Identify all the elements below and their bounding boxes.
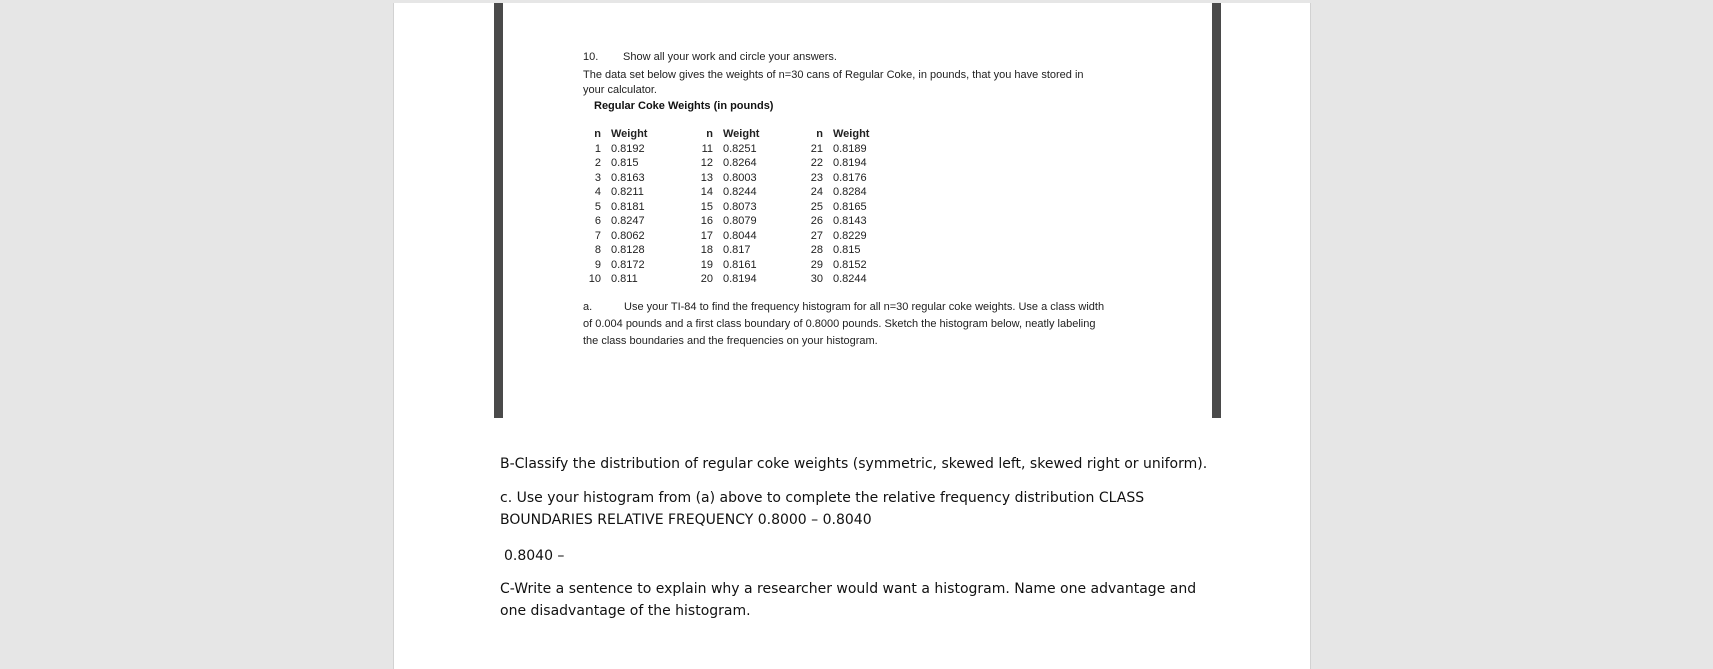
row-n: 3 [594,171,601,184]
row-weight: 0.8176 [833,171,867,184]
row-weight: 0.8251 [723,142,757,155]
table-title: Regular Coke Weights (in pounds) [594,100,774,112]
row-n: 12 [700,157,713,169]
row-n: 11 [701,142,713,155]
row-weight: 0.8189 [833,142,867,155]
row-weight: 0.815 [833,244,861,256]
header-n: n [816,128,823,140]
row-n: 9 [594,258,601,271]
row-n: 26 [810,215,823,227]
row-weight: 0.817 [723,244,751,256]
table-row [689,142,759,157]
row-n: 27 [810,229,823,242]
table-row [800,156,869,171]
header-n: n [594,128,601,140]
row-weight: 0.8194 [833,157,867,169]
question-number: 10. [583,51,599,63]
row-weight: 0.8163 [611,171,645,184]
table-row [579,229,647,244]
row-n: 6 [594,215,601,227]
table-row [689,156,759,171]
row-weight: 0.8192 [611,142,645,155]
row-weight: 0.8194 [723,273,757,285]
table-row [800,229,869,244]
row-n: 20 [700,273,713,285]
column-header [689,127,759,142]
table-row [579,185,647,200]
row-n: 19 [700,258,713,271]
column-header [800,127,869,142]
table-row [689,243,759,258]
table-row [689,229,759,244]
row-weight: 0.8181 [611,200,645,213]
row-weight: 0.8073 [723,200,757,213]
header-n: n [706,128,713,140]
question-intro: The data set below gives the weights of n=30 cans of Regular Coke, in pounds, that you have stored in your calculator. [583,69,1084,96]
row-weight: 0.8152 [833,258,867,271]
row-n: 23 [810,171,823,184]
row-weight: 0.8244 [833,273,867,285]
table-row [800,272,869,287]
table-row [800,200,869,215]
header-weight: Weight [611,128,648,140]
row-n: 30 [810,273,823,285]
row-weight: 0.811 [611,273,638,285]
row-n: 17 [700,229,713,242]
table-row [579,272,647,287]
table-row [800,171,869,186]
document-page [393,3,1311,669]
table-row [579,200,647,215]
row-n: 15 [700,200,713,213]
table-row [800,185,869,200]
row-n: 7 [594,229,601,242]
question-instruction: Show all your work and circle your answers. [623,51,837,63]
embedded-question-image [494,3,1221,418]
table-row [579,171,647,186]
row-weight: 0.8079 [723,215,757,227]
row-n: 16 [700,215,713,227]
table-row [689,171,759,186]
table-row [689,200,759,215]
row-n: 4 [594,186,601,198]
table-row [579,214,647,229]
table-row [689,214,759,229]
paragraph-part-c: c. Use your histogram from (a) above to complete the relative frequency distribution CLASS BOUNDARIES RELATIVE FREQUENCY 0.8000 – 0.8040 [500,490,1145,528]
part-a-text: Use your TI-84 to find the frequency histogram for all n=30 regular coke weights. Use a class width of 0.004 pounds and a first class boundary of 0.8000 pounds. Sketch the histogram below, neatly labeling the class boundaries and the frequencies on your histogram. [583,301,1105,347]
paragraph-class-row-2: 0.8040 – [504,548,565,564]
part-a [583,299,1113,350]
row-weight: 0.8284 [833,186,867,198]
part-a-label: a. [583,301,593,313]
row-n: 28 [810,244,823,256]
row-n: 8 [594,244,601,256]
row-weight: 0.8161 [723,258,757,271]
row-n: 1 [594,142,601,155]
data-column-3 [800,127,869,287]
header-weight: Weight [833,128,870,140]
data-column-2 [689,127,759,287]
row-n: 10 [588,273,601,285]
question-header [583,51,837,63]
row-weight: 0.8172 [611,258,645,271]
row-weight: 0.8044 [723,229,757,242]
column-header [579,127,647,142]
table-row [689,185,759,200]
table-row [689,272,759,287]
table-row [579,156,647,171]
table-row [689,258,759,273]
row-weight: 0.8244 [723,186,757,198]
data-column-1 [579,127,647,287]
header-weight: Weight [723,128,760,140]
paragraph-part-c-sentence: C-Write a sentence to explain why a researcher would want a histogram. Name one advantage and one disadvantage of the histogram. [500,581,1197,619]
table-row [800,243,869,258]
paragraph-part-b: B-Classify the distribution of regular coke weights (symmetric, skewed left, skewed right or uniform). [500,456,1208,472]
row-weight: 0.8165 [833,200,867,213]
row-weight: 0.8143 [833,215,867,227]
row-n: 29 [810,258,823,271]
table-row [579,142,647,157]
row-n: 2 [594,157,601,169]
row-weight: 0.8128 [611,244,645,256]
row-n: 21 [810,142,823,155]
row-weight: 0.8211 [611,186,644,198]
row-n: 13 [700,171,713,184]
row-weight: 0.8003 [723,171,757,184]
row-weight: 0.8229 [833,229,867,242]
row-n: 25 [810,200,823,213]
row-weight: 0.8247 [611,215,645,227]
row-weight: 0.815 [611,157,639,169]
row-n: 18 [700,244,713,256]
table-row [800,142,869,157]
row-weight: 0.8264 [723,157,757,169]
table-row [579,258,647,273]
row-n: 5 [594,200,601,213]
table-row [800,214,869,229]
table-row [800,258,869,273]
row-n: 24 [810,186,823,198]
row-weight: 0.8062 [611,229,645,242]
row-n: 22 [810,157,823,169]
row-n: 14 [700,186,713,198]
table-row [579,243,647,258]
